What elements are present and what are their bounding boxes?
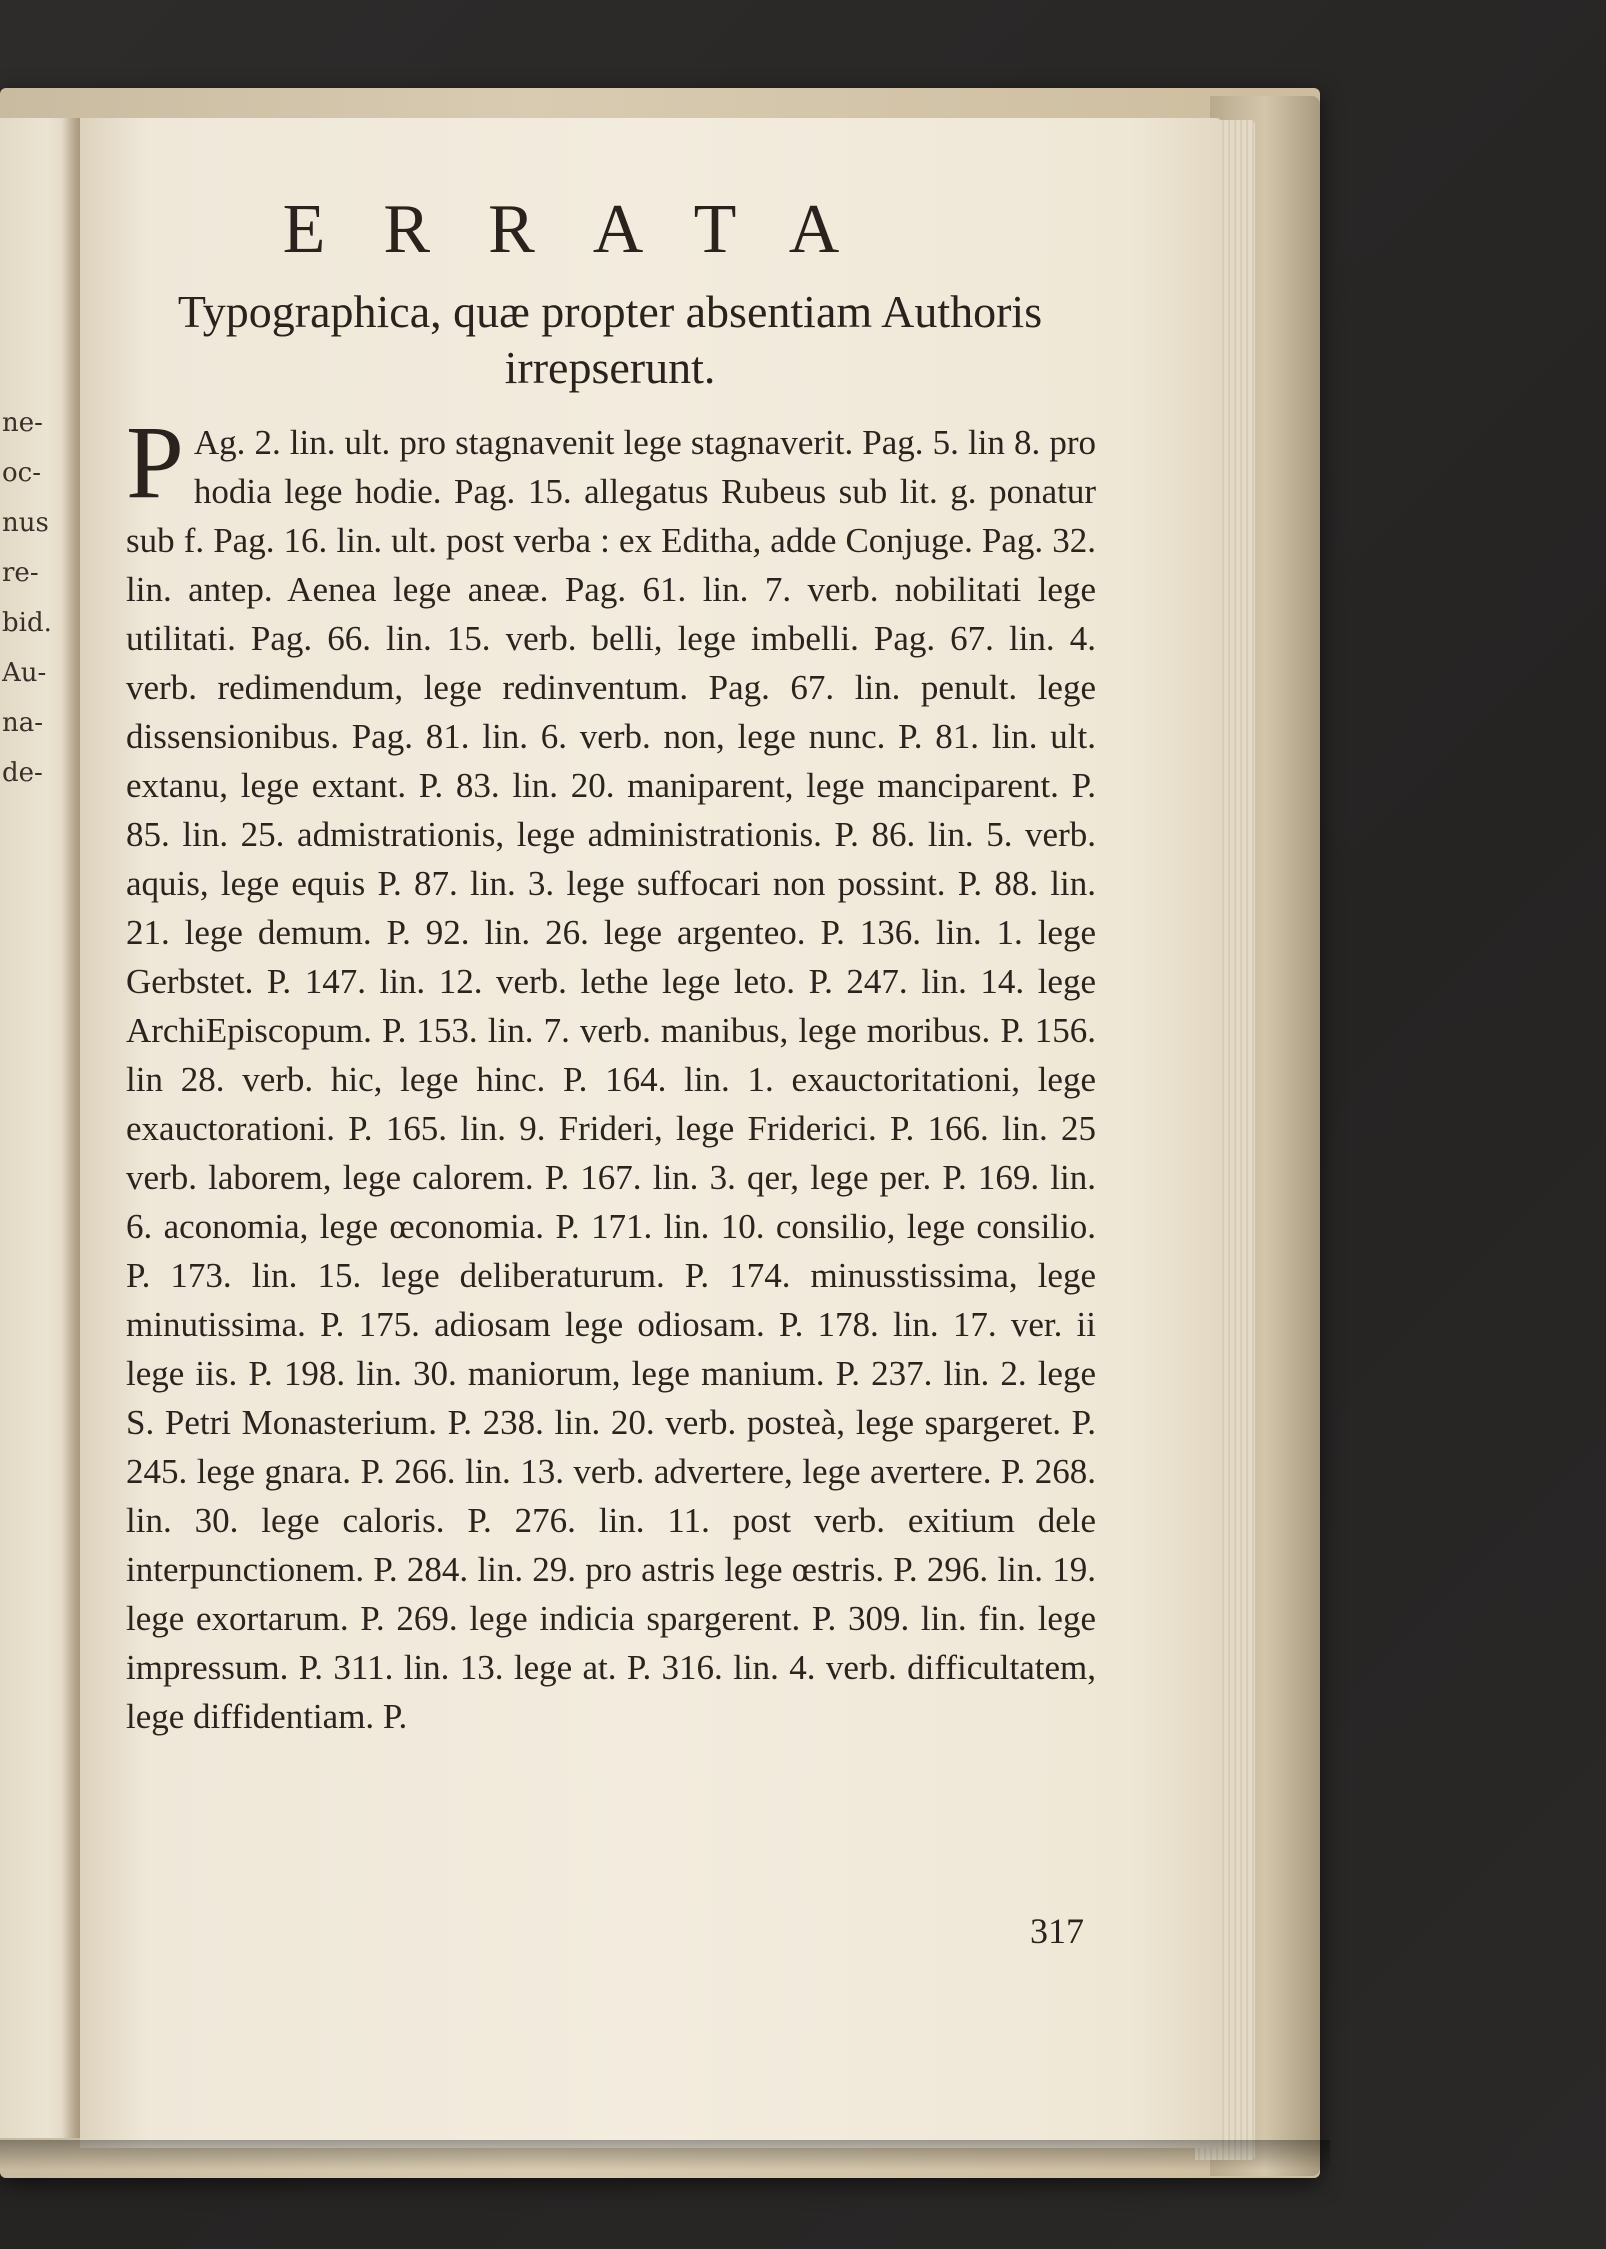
fragment: Au- xyxy=(2,658,47,688)
page-number: 317 xyxy=(1030,1911,1084,1951)
fragment: na- xyxy=(2,708,44,738)
fragment: re- xyxy=(2,558,39,588)
page-subtitle: Typographica, quæ propter absentiam Authoris irrepserunt. xyxy=(177,286,1043,393)
bottom-shadow xyxy=(0,2140,1330,2170)
fragment: oc- xyxy=(2,458,41,488)
fragment: nus xyxy=(2,508,49,538)
fragment: bid. xyxy=(2,608,52,638)
errata-body xyxy=(126,405,1096,1741)
drop-cap: P xyxy=(126,405,184,520)
page-title: ERRATA xyxy=(282,191,898,268)
fragment: ne- xyxy=(2,408,43,438)
errata-text: Ag. 2. lin. ult. pro stagnavenit lege stagnaverit. Pag. 5. lin 8. pro hodia lege hodie. Pag. 15. allegatus Rubeus sub lit. g. ponatur sub f. Pag. 16. lin. ult. post verba : ex Editha, adde Conjuge. Pag. 32. lin. antep. Aenea lege aneæ. Pag. 61. lin. 7. verb. nobilitati lege utilitati. Pag. 66. lin. 15. verb. belli, lege imbelli. Pag. 67. lin. 4. verb. redimendum, lege redinventum. Pag. 67. lin. penult. lege dissensionibus. Pag. 81. lin. 6. verb. non, lege nunc. P. 81. lin. ult. extanu, lege extant. P. 83. lin. 20. maniparent, lege manciparent. P. 85. lin. 25. admistrationis, lege administrationis. P. 86. lin. 5. verb. aquis, lege equis P. 87. lin. 3. lege suffocari non possint. P. 88. lin. 21. lege demum. P. 92. lin. 26. lege argenteo. P. 136. lin. 1. lege Gerbstet. P. 147. lin. 12. verb. lethe lege leto. P. 247. lin. 14. lege ArchiEpiscopum. P. 153. lin. 7. verb. manibus, lege moribus. P. 156. lin 28. verb. hic, lege hinc. P. 164. lin. 1. exauctoritationi, lege exauctorationi. P. 165. lin. 9. Frideri, lege Friderici. P. 166. lin. 25 verb. laborem, lege calorem. P. 167. lin. 3. qer, lege per. P. 169. lin. 6. aconomia, lege œconomia. P. 171. lin. 10. consilio, lege consilio. P. 173. lin. 15. lege deliberaturum. P. 174. minusstissima, lege minutissima. P. 175. adiosam lege odiosam. P. 178. lin. 17. ver. ii lege iis. P. 198. lin. 30. maniorum, lege manium. P. 237. lin. 2. lege S. Petri Monasterium. P. 238. lin. 20. verb. posteà, lege spargeret. P. 245. lege gnara. P. 266. lin. 13. verb. advertere, lege avertere. P. 268. lin. 30. lege caloris. P. 276. lin. 11. post verb. exitium dele interpunctionem. P. 284. lin. 29. pro astris lege œstris. P. 296. lin. 19. lege exortarum. P. 269. lege indicia spargerent. P. 309. lin. fin. lege impressum. P. 311. lin. 13. lege at. P. 316. lin. 4. verb. difficultatem, lege diffidentiam. P. xyxy=(126,423,1096,1736)
fragment: de- xyxy=(2,758,43,788)
